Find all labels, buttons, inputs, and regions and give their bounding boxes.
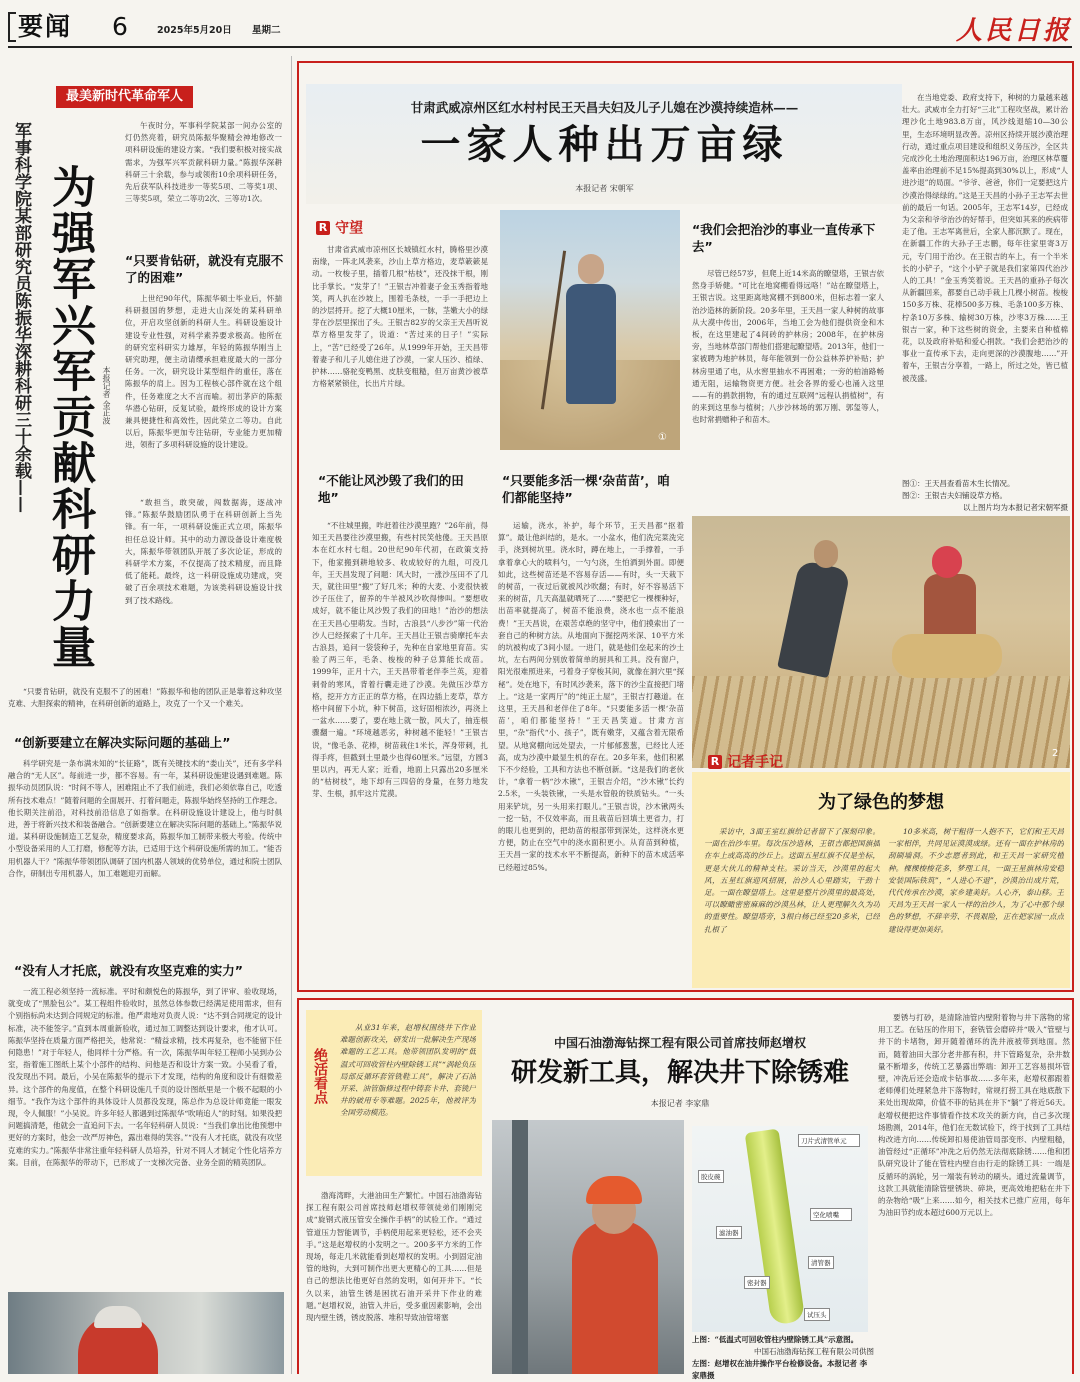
notes-tag [708, 751, 783, 772]
second-body-1: 渤海湾畔，大港油田生产繁忙。中国石油渤海钻探工程有限公司首席技师赵增权带领徒弟们刚刚完成“旋钢式液压管安全操作手柄”的试验工作。“通过管道压力智能调节，手柄使用起来更轻松，还不会夹手。”这是赵增权的小发明之一。200多平方米的工作现场，每走几米就能看到赵增权的发明。小到固定油管的地钩，大到可制作出更大更精心的工具……但是自己的想法比他更好自然的发明，如何开井下。“长久以来，油管生锈是困扰石油开采井下作业的难题。”赵增权说，油管入井后，受多重因素影响，会出现内壁生锈，锈皮脱落、堆积导致油管堵塞 [306, 1191, 482, 1323]
photo3-worker-body [572, 1220, 658, 1374]
masthead-rule [8, 46, 1072, 48]
second-intro: 从业31年来，赵增权围绕井下作业难题创新攻关，研发出一批解决生产现场难题的工艺工具。他带领团队发明的“低温式可回收管柱内壁除锈工具”“涡轮负压局部反循环套管铣鞋工具”，解决了石油开采、油管脂修过程中铸套卡井、套铣尸井的破用专等难题。2025年，他被评为全国劳动模范。 [340, 1023, 476, 1118]
article-title: 为强军兴军贡献科研力量 [44, 164, 95, 670]
second-title: 研发新工具，解决井下除锈难 [510, 1058, 849, 1088]
photo1-man-head [578, 254, 604, 284]
masthead-logo: 人民日报 [956, 16, 1073, 46]
notes-title: 为了绿色的梦想 [818, 792, 944, 813]
masthead-page-no: 6 [112, 12, 128, 41]
photo2-man-head [814, 540, 838, 568]
second-tag: 绝活看点 [312, 1048, 328, 1104]
diagram-label-5: 清管器 [808, 1256, 834, 1269]
tag-r-icon: R [316, 221, 330, 235]
feature-col1-subheading: “不能让风沙毁了我们的田地” [318, 473, 464, 505]
diagram-label-6: 密封器 [744, 1276, 770, 1289]
photo1-man-body [566, 284, 616, 404]
feature-mid-subheading: “只要能多活一棵‘杂苗苗’，咱们都能坚持” [502, 473, 670, 505]
left-para-3: “敢担当，敢突破，闯数据海，逐战冲锋。”陈振华鼓励团队勇于在科研创新上当先锋。有一年，一项科研设施正式立项，陈振华担任总设计师。其中的动力源设备设计难度极大，陈振华带领团队开展了多次论证，形成的科研学术方案，不仅提高了技术精度，而且降低了能耗。最终，这一科研设施成功建成，突破了百余项技术难题，为该类科研设施设计找到了技术路线。 [125, 498, 282, 605]
left-para-1: 午夜时分，军事科学院某部一间办公室的灯仍然亮着，研究员陈振华聚精会神地修改一项科研设施的建设方案。“我们要积极对接实战需求，为强军兴军贡献科研力量。”陈振华深耕科研三十余载，参与或领衔10余项科研任务，先后获军队科技进步一等奖5项、二等奖1项、三等奖5项，荣立二等功2次、三等功1次。 [125, 121, 282, 204]
photo3-rig-pipe [512, 1120, 528, 1374]
feature-photo-2 [692, 516, 1070, 768]
second-right-body: 要锈与打砂，是清除油管内壁附着物与井下落物的常用工艺。在钻压的作用下，套铣管会磨碎并“吸入”管壁与井下的卡堵物，卸开随着循环的洗井液被带到地面。然而，随着油田大部分老井都有积，井下管路复杂，杂井数量不断增多，传统工艺暴露出弊端：卸开工艺容易损坏管壁，冲洗后还会造成卡钻事故……多年来，赵增权都跟着老师傅们处理紧急井下落物时，常规打捞工具在地底散下来处出现故障，价值不菲的钻具在井下“躺”了将近56天。赵增权便把这件事情看作技术攻关的新方向，自己多次现场勘测，2014年，他们在无数试验下，终于找到了工具结构改进方向……传统卸扣易使油管局部变形、内壁粗糙，油管经过“正循环”冲洗之后仍然无法彻底除锈……他和团队研究设计了能在管柱内壁自由行走的除锈工具：一端是反循环的涡轮，另一端装有转动的刷头。通过流量调节，这款工具就能清除管壁锈块、碎块，更高效地把粘在井下的杂物给“吸”上来……如今，相关技术已推广应用，每年为油田节约成本超过600万元以上。 [878, 1013, 1070, 1218]
feature-col2-body: 尽管已经57岁，但爬上近14米高的瞭望塔，王银吉依然身手矫健。“可比在地窝棚看得远咯！”站在瞭望塔上，王银吉说。这里距离地窝棚不到800米，但标志着一家人治沙造林的新阶段。20多年里，王天昌一家人种树的故事从大漠中传出，2006年，当地工会为他们提供资金和木板，在这里建起了4间砖的护林房；2008年，在护林房旁，当地林草部门帮他们搭建起瞭望塔。2013年，他们一家被聘为地护林员，每年能领到一份公益林养护补贴；护林房里通了电，从水窖里抽水不再困难；一旁的柏油路畅通无阻，运输物资更方便。社会各界的爱心也涌入这里——有的捐款捐物，有的通过互联网“远程认捐植树”，有的来到这里参与植树；八步沙林场的郭万刚、郭玺等人，也时常捐赠种子和苗木。 [692, 269, 884, 425]
masthead-section: 要闻 [18, 12, 73, 41]
diagram-label-7: 试压头 [804, 1308, 830, 1321]
left-subheading-2: “创新要建立在解决实际问题的基础上” [14, 735, 231, 750]
feature-col2-subheading: “我们会把治沙的事业一直传承下去” [692, 222, 876, 254]
left-subheading-3: “没有人才托底，就没有攻坚克难的实力” [14, 963, 243, 978]
second-photo [492, 1120, 684, 1374]
portrait-photo [8, 1292, 284, 1374]
second-byline: 本报记者 李家鼎 [650, 1099, 710, 1108]
left-subheading-1: “只要肯钻研，就没有克服不了的困难” [125, 253, 284, 285]
photo1-number: ① [658, 432, 667, 443]
second-pre-title: 中国石油渤海钻探工程有限公司首席技师赵增权 [553, 1036, 806, 1050]
notes-tag-text: 记者手记 [727, 754, 784, 771]
feature-col1-body: 甘肃省武威市凉州区长城镇红水村，腾格里沙漠南缘，一阵北风袭来，沙山上草方格边，麦草簌簌晃动。一枚梭子里，插着几根“枯枝”，还没抹干根，刚比手掌长。“发芽了！”王银吉冲着妻子金玉秀指着地笑，两人扒在沙坡上，围着毛条枝，一手一手把边上的沙层捋开。挖了大概10厘米，一脉，茎嫩大小的绿芽在沙层里探出了头。王银吉82岁的父亲王天昌听说草方格里发芽了，说道：“苦过来的日子！”实际上，“苦”已经受了26年。从1999年开始，王天昌带着妻子和儿子儿媳住进了沙漠，一家人压沙、植绿、护林……骆驼变鸭黑、皮肤变粗糙，但万亩黄沙被草方格紧紧锁住，长出片片绿。 [312, 245, 488, 389]
masthead-weekday: 星期二 [252, 25, 281, 36]
portrait-helmet [94, 1306, 142, 1328]
notes-col2: 10多米高，树干粗得一人抱不下，它们和王天昌一家相伴，共同见证漠漠成绿。还有一面在护林房的刮刷墙洞。不少志愿者到此，和王天昌一家研究植种。棵棵梭梭花多，梦理工具，一面王星旗林房安稳安装国际铁筑”，“人进心不退”，沙漠治出成片荒，代代传承在沙漠，家乡建美好。人心齐，泰山移。王天昌为王天昌一家人一样的治沙人，为了心中那个绿色的梦想，不辞辛劳、不畏艰险，正在把家园一点点建设得更加美好。 [888, 827, 1064, 934]
column-tag: 最美新时代革命军人 [56, 86, 193, 108]
diagram-pipe-body [745, 1129, 806, 1326]
masthead-section-bracket [8, 12, 16, 42]
feature-photo-1 [500, 210, 680, 450]
feature-right-body: 在当地党委、政府支持下，种树的力量越来越壮大。武威市全力打好“三北”工程攻坚战，累计治理沙化土地983.8万亩，风沙线退缩10—30公里，生态环境明显改善。凉州区持续开展沙漠治理行动，通过重点项目建设和组织义务压沙，全区共完成沙化土地治理面积达196万亩，治理区林草覆盖率由治理前不足15%提高到30%以上，形成“人进沙退”的局面。“爷爷、爸爸，你们一定要把这片沙漠治得绿绿的。”这是王天昌的小孙子王志军去世前的最后一句话。2005年，王志军14岁，已经成为父亲和爷爷治沙的好帮手，但突如其来的疾病带走了他。王志军离世后，全家人都沉默了。现在，在新疆工作的大孙子王志鹏，每年往家里寄3万元，专门用于治沙。在王银吉的车上，有一个半米长的小铲子，“这个小铲子就是我们家第四代治沙人的工具！”金玉秀笑着说。王天昌的重孙子每次从新疆回来，都要自己动手栽上几棵小树苗。梭梭150多万株、花棒500多万株、毛条100多万株、柠条10万多株、输树30万株，沙枣3万株……王银吉一家，种下这些树的资金，主要来自种植棉花，以及政府补贴和爱心捐款。“我们会把治沙的事业一直传承下去，走向更深的沙漠腹地……”开着车，王银吉分享着，一路上，所过之处，皆已植被茂盛。 [902, 93, 1068, 383]
feature-title: 一家人种出万亩绿 [420, 122, 789, 168]
notes-r-icon: R [708, 755, 722, 769]
second-caption-top: 上图：“低温式可回收管柱内壁除锈工具”示意图。 [692, 1335, 859, 1344]
photo2-number: 2 [1052, 748, 1059, 759]
feature-byline: 本报记者 宋朝军 [575, 184, 634, 193]
left-article [8, 56, 286, 1374]
feature-tag [316, 217, 363, 238]
left-section-2-body: 科学研究是一条布满未知的“长征路”，既有关键技术的“娄山关”，还有多学科融合的“无人区”。每前进一步，都不容易。有一年，某科研设施建设遇到难题。陈振华动员团队说：“时间不等人，困难阻止不了我们前进，我们必须依靠自己，吃透所有技术难点！”随着问题的全面展开、打着问题走，陈振华始终坚持的工作理念。他长期关注前沿，对科技前沿信息了如指掌。在科研设施设计建设上，他与时俱进，善于将新兴技术和装备融合。“创新要建立在解决实际问题的基础上。”陈振华说道。某科研设施制造工艺复杂，精度要求高，陈振华加工制带来极大考验。传统中小型设备采用的人工打磨，修配等方法，已适用于这个科研设施所需的加工。“能否用机器人干？”陈振华带领团队调研了国内机器人领域的优势单位，通过和院士团队合作，研制出专用机器人，加工难题迎刃而解。 [8, 759, 282, 878]
second-caption-credit: 中国石油渤海钻探工程有限公司供图 [754, 1347, 874, 1356]
masthead [0, 0, 1080, 50]
photo3-helmet [586, 1176, 642, 1204]
photo2-woman-headscarf [932, 546, 962, 578]
feature-caption-1: 图①：王天昌查看苗木生长情况。 [902, 479, 1015, 488]
article-byline: 本报记者 金正波 [102, 366, 111, 425]
diagram-label-3: 空化喷嘴 [810, 1208, 852, 1221]
diagram-label-4: 滤油器 [716, 1226, 742, 1239]
feature-pre-title: 甘肃武威凉州区红水村村民王天昌夫妇及儿子儿媳在沙漠持续造林—— [410, 100, 799, 115]
left-para-2: 上世纪90年代，陈振华硕士毕业后，怀揣科研报国的梦想，走进大山深处的某科研单位，开启攻坚创新的科研人生。科研设施设计建设专业性强，对科学素养要求极高。他所在的研究室科研实力雄厚，年轻的陈振华刚当上研究助理，便主动请缨承担难度最大的一部分任务。一次，研究设计某型组件的重任，落在陈振华的肩上。因为工程核心部件就在这个组件，任务难度之大不言而喻。初出茅庐的陈振华潜心钻研，反复试验，最终形成的设计方案兼具便捷性和高效性，因此荣立二等功。自此以后，陈振华更加专注钻研，专业能力更加精进，领衔了多项科研设施的设计建设。 [125, 294, 282, 450]
left-para-quote: “只要肯钻研，就没有克服不了的困难！”陈振华和他的团队正是靠着这种攻坚克难、大胆探索的精神，在科研创新的道路上，攻克了一个又一个难关。 [8, 687, 282, 709]
feature-caption-2: 图②：王银吉夫妇铺设草方格。 [902, 491, 1007, 500]
column-divider [291, 56, 292, 1374]
photo2-straw-bundle [892, 634, 1002, 678]
left-section-3-body: 一流工程必须坚持一流标准。平时和颇悦色的陈振华，到了评审、验收现场，就变成了“黑脸包公”。某工程组件验收时，虽然总体参数已经满足使用需求，但有个别指标尚未达到合同规定的标准。他严肃地对负责人说：“达不到合同规定的设计标准，决不能签字。”直到本周重新验收，通过加工调整达到设计要求，他才认可。陈振华坚持在质量方面严格把关，他常说：“精益求精，技术再复杂，也不能留下任何隐患！”对于年轻人，他同样十分严格。有一次，陈振华叫年轻工程师小吴到办公室，指着施工图纸上某个小部件的结构、问他是否和设计方案一致。小吴看了看，没发现出不同。最后，小吴在陈振华的提示下才发现，结构的角度和设计有细微差异。这个部件的角度值，在整个科研设施几千页的设计图纸里是一个极不起眼的小细节。“我作为这个部件的具体设计人员都没发现，陈总作为总设计师竟能一眼发现，令人佩服！”小吴说。许多年轻人都遇到过陈振华“吹哨追人”的时刻。如果没把问题搞清楚，他就会一直追问下去。一名年轻科研人员说：“当我们拿出比他预想中更好的方案时，他会一改严厉神色，露出难得的笑容。”“没有人才托底，就没有攻坚克难的实力。”陈振华非常注重年轻科研人员培养，针对不同人才制定个性化培养方案。目前，在陈振华的带动下，已形成了一支梯次完备、业务全面的精英团队。 [8, 987, 282, 1167]
diagram-label-1: 刀片式清管单元 [798, 1134, 860, 1147]
second-caption-left: 左图：赵增权在油井操作平台检修设备。本报记者 李家鼎摄 [692, 1359, 868, 1380]
notes-col1: 采访中，3面王室红旗给记者留下了深刻印象。一面在治沙车里。每次压沙造林，王银吉都把国旗插在车上或高高的沙丘上。送面五星红旗不仅是坐标，更是大伙儿的精神支柱。采访当天，沙漠里的起大风，五星红旗迎风招展，治沙人心里踏实，干劲十足。一面在瞭望塔上。这里是整片沙漠里的最高处，可以瞭瞰密密麻麻的沙漠丛林，让人更理解久久为功的重要性。瞭望塔旁，3根白杨已经至20多米，已经扎根了 [704, 827, 880, 934]
masthead-date: 2025年5月20日 [157, 25, 232, 36]
tool-diagram [692, 1126, 868, 1332]
photo2-man-body [777, 560, 851, 678]
feature-tag-text: 守望 [335, 220, 364, 237]
feature-caption-3: 以上图片均为本报记者宋朝军摄 [963, 503, 1068, 512]
article-subtitle: 军事科学院某部研究员陈振华深耕科研三十余载—— [11, 122, 31, 513]
feature-col1-body2: “不往城里搬，咋赶着往沙漠里跑？”26年前，得知王天昌要往沙漠里搬，有些村民笑他傻。王天昌原本在红水村七组。20世纪90年代初，在政策支持下，他家搬到耕地较多、收成较好的九组，可没几年，王天昌发现了问题：风大时，一涨沙压田不了几天，就往田里“搬”了好几米；种的大麦、小麦很快被沙子压住了，留养的牛羊被风沙吹得惨叫。“要想收成好，就不能让风沙毁了我们的田地！”治沙的想法在王天昌心里萌发。当时，古浪县“八步沙”第一代治沙人已经探索了十几年。王天昌让王银吉骑摩托车去古浪县，追问一袋袋种子，先种在自家地里育苗。实验了两三年，毛条、梭梭的种子总算能长成苗。1999年，正月十六，王天昌带着老伴李兰英，迎着刺骨的寒风，背着行囊走进了沙漠。先做压沙草方格，挖开方方正正的草方格，在四边插上麦草，草方格中间留下小坑，种下树苗，这好固相浓沙，再浇上一盆水……要了，要在地上就一散，风大了，抽连根骤翻一遍。“环境越恶劣，种树越不能轻！”王银吉说，“像毛条、花棒，树苗栽住1米长，浑身带刺，扎得手疼，但戳到土里最少也得60厘米。”远望，方圆3里以内，再无人家；近看，地面上只露出20多厘米的“枯树枝”，地下却有三四倍的身量，在努力地发芽、生根，抓牢这片荒漠。 [312, 521, 488, 799]
diagram-label-2: 胶皮碗 [698, 1170, 724, 1183]
feature-mid-body: 运输，浇水，补护，每个环节，王天昌都“抠着算”。最让他纠结的，是水。一小盆水，他们洗完菜洗完手，浇到树坑里。浇水时，蹲在地上，一手撑着，一手拿着拿心大的喷料勺，一勺勺浇，生怕洒到外面。即便如此，这些树苗还是不容易存活——有时，头一天栽下的树苗，一夜过后就被风沙吹翻；有时，好不容易活下来的树苗，几天高温就晒死了……“要把它一棵棵种好，出苗率就提高了，树苗不能浪费，浇水也一点不能浪费！”王天昌说，在艰苦卓绝的坚守中，他们摸索出了一套自己的种树方法。从地面向下掘挖两米深、10平方米的坑被构成了3间小屋。一进门，就是他们垒起来的沙土坑，左右两间分别放着简单的厨具和工具。没有窗户，阳光很难照进来，弓着身子穿梭其间，就像在洞穴里“探秘”。处在地下，有时风沙袭来，落下的沙尘直接把门堵上。“这是一家两厅”的“纯正土屋”，王银吉打趣道。在这里，王天昌和老伴住了8年。“只要能多活一棵‘杂苗苗’，咱们都能坚持！”王天昌笑道。甘肃方言里，“杂”指代“小、孩子”，既有嫩芽，又蕴含着无限希望。从地窝棚向远处望去，一片郁郁葱葱，已经比人还高，成为沙漠中最显生机的存在。20多年来，他们积累下不少经验，工具和方法也不断创新。“这是我们的老伙计，“拿着一柄“沙木锹”，王银吉介绍，“沙木锹”长约2.5米，一头装铁锹，一头是水管般的铁质钻头。“一头用来铲坑，另一头用来打眼儿。”王银吉说，沙木锹两头一挖一钻，不仅效率高，而且栽苗后回填土更省力，打的眼儿也更到的，把幼苗的根部带到深处，这样浇水更方便，防止在空气中的浇水面积更小。从育苗到种植，王天昌一家的技术水平不断提高，新种下的苗木成活率已经超过85%。 [498, 521, 684, 872]
